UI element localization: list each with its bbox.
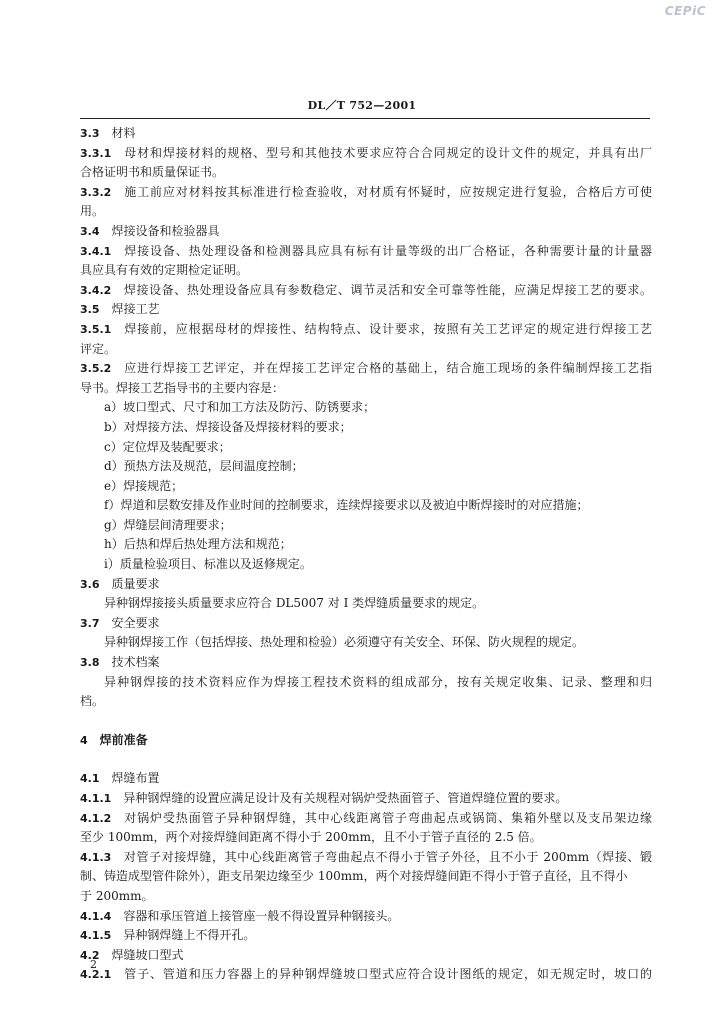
list-item: c）定位焊及装配要求； <box>104 439 231 454</box>
section-title: 技术档案 <box>111 655 160 670</box>
clause-paragraph <box>80 242 652 262</box>
clause-text: 对锅炉受热面管子异种钢焊缝，其中心线距离管子弯曲起点或锅筒、集箱外壁以及支吊架边缘 <box>123 810 652 825</box>
standard-code-header: DL／T 752—2001 <box>307 99 417 112</box>
clause-text: 管子、管道和压力容器上的异种钢焊缝坡口型式应符合设计图纸的规定，如无规定时，坡口的 <box>123 967 652 982</box>
paragraph-continuation: 至少 100mm，两个对接焊缝间距离不得小于 200mm，且不小于管子直径的 2.5 倍。 <box>80 830 542 845</box>
section-number: 4.1 <box>80 772 100 786</box>
section-heading <box>80 575 652 595</box>
list-item: g）焊缝层间清理要求； <box>104 517 232 532</box>
paragraph-continuation: 制、铸造成型管件除外），距支吊架边缘至少 100mm，两个对接焊缝间距不得小于管子直径，且不得小 <box>80 869 628 884</box>
clause-text: 异种钢焊缝的设置应满足设计及有关规程对锅炉受热面管子、管道焊缝位置的要求。 <box>123 791 568 805</box>
list-item: 异种钢焊接工作（包括焊接、热处理和检验）必须遵守有关安全、环保、防火规程的规定。 <box>104 635 585 650</box>
section-title: 焊接工艺 <box>111 302 160 317</box>
section-heading <box>80 222 652 242</box>
clause-number: 4.1.2 <box>80 811 112 825</box>
section-title: 质量要求 <box>111 576 160 591</box>
section-number: 3.5 <box>80 303 100 317</box>
clause-number: 3.3.1 <box>80 146 112 160</box>
clause-paragraph <box>80 789 652 809</box>
clause-text: 对管子对接焊缝，其中心线距离管子弯曲起点不得小于管子外径，且不小于 200mm（焊接、锻 <box>123 849 652 864</box>
clause-number: 4.1.3 <box>80 850 112 864</box>
section-number: 3.7 <box>80 616 100 630</box>
clause-number: 3.3.2 <box>80 185 112 199</box>
paragraph-continuation: 评定。 <box>80 341 117 356</box>
section-title: 安全要求 <box>111 615 160 630</box>
clause-text: 焊接前，应根据母材的焊接性、结构特点、设计要求，按照有关工艺评定的规定进行焊接工艺 <box>123 321 652 336</box>
section-title: 焊接设备和检验器具 <box>111 223 220 238</box>
section-title: 焊缝布置 <box>111 771 160 786</box>
clause-paragraph <box>80 907 652 927</box>
header-divider <box>80 118 650 119</box>
page-number: 2 <box>90 958 97 971</box>
section-number: 4 <box>80 733 88 747</box>
section-heading <box>80 946 652 966</box>
section-heading <box>80 300 652 320</box>
clause-number: 3.4.2 <box>80 283 112 297</box>
section-heading <box>80 614 652 634</box>
section-title: 材料 <box>111 126 136 140</box>
clause-text: 应进行焊接工艺评定，并在焊接工艺评定合格的基础上，结合施工现场的条件编制焊接工艺指 <box>123 361 652 376</box>
section-heading <box>80 653 652 673</box>
list-item: h）后热和焊后热处理方法和规范； <box>104 537 292 552</box>
paragraph-continuation: 用。 <box>80 204 105 219</box>
chapter-heading <box>80 731 652 751</box>
list-item: b）对焊接方法、焊接设备及焊接材料的要求； <box>104 419 352 434</box>
section-gap <box>80 712 652 731</box>
clause-number: 4.2.1 <box>80 968 112 982</box>
section-title: 焊前准备 <box>99 732 148 747</box>
clause-number: 3.5.1 <box>80 322 112 336</box>
clause-paragraph <box>80 281 652 301</box>
clause-text: 异种钢焊缝上不得开孔。 <box>123 928 256 943</box>
section-heading <box>80 124 652 144</box>
section-heading <box>80 769 652 789</box>
list-item: a）坡口型式、尺寸和加工方法及防污、防锈要求； <box>104 400 376 415</box>
paragraph-continuation: 档。 <box>80 694 105 709</box>
paragraph-continuation: 导书。焊接工艺指导书的主要内容是： <box>80 380 285 395</box>
clause-paragraph <box>80 183 652 203</box>
clause-text: 容器和承压管道上接管座一般不得设置异种钢接头。 <box>123 908 400 923</box>
clause-paragraph <box>80 965 652 985</box>
clause-number: 4.1.4 <box>80 909 112 923</box>
clause-number: 3.5.2 <box>80 362 112 376</box>
clause-paragraph <box>80 144 652 164</box>
clause-paragraph <box>80 809 652 829</box>
document-body <box>80 124 652 985</box>
paragraph-continuation: 于 200mm。 <box>80 888 154 903</box>
clause-text: 焊接设备、热处理设备应具有参数稳定、调节灵活和安全可靠等性能，应满足焊接工艺的要求。 <box>123 282 652 297</box>
section-number: 4.2 <box>80 948 100 962</box>
clause-paragraph <box>80 359 652 379</box>
clause-paragraph <box>80 848 652 868</box>
watermark-logo: CEPiC <box>664 4 706 18</box>
clause-text: 母材和焊接材料的规格、型号和其他技术要求应符合合同规定的设计文件的规定，并具有出厂 <box>123 145 652 160</box>
list-item: 异种钢焊接接头质量要求应符合 DL5007 对 I 类焊缝质量要求的规定。 <box>104 596 485 611</box>
list-item: e）焊接规范； <box>104 478 184 493</box>
clause-number: 4.1.5 <box>80 929 112 943</box>
list-item: f）焊道和层数安排及作业时间的控制要求，连续焊接要求以及被迫中断焊接时的对应措施； <box>104 498 589 513</box>
section-number: 3.8 <box>80 656 100 670</box>
clause-number: 3.4.1 <box>80 244 112 258</box>
section-title: 焊缝坡口型式 <box>111 947 184 962</box>
section-number: 3.4 <box>80 224 100 238</box>
clause-text: 施工前应对材料按其标准进行检查验收，对材质有怀疑时，应按规定进行复验，合格后方可使 <box>123 184 652 199</box>
clause-paragraph <box>80 926 652 946</box>
section-number: 3.3 <box>80 127 100 140</box>
clause-number: 4.1.1 <box>80 792 112 805</box>
list-item: i）质量检验项目、标准以及返修规定。 <box>104 557 312 572</box>
clause-text: 焊接设备、热处理设备和检测器具应具有标有计量等级的出厂合格证，各种需要计量的计量器 <box>123 243 652 258</box>
paragraph-continuation: 具应具有有效的定期检定证明。 <box>80 263 249 278</box>
list-item: 异种钢焊接的技术资料应作为焊接工程技术资料的组成部分，按有关规定收集、记录、整理和归 <box>104 674 652 689</box>
section-number: 3.6 <box>80 577 100 591</box>
paragraph-continuation: 合格证明书和质量保证书。 <box>80 165 225 180</box>
section-gap <box>80 750 652 769</box>
clause-paragraph <box>80 320 652 340</box>
list-item: d）预热方法及规范，层间温度控制； <box>104 459 304 474</box>
